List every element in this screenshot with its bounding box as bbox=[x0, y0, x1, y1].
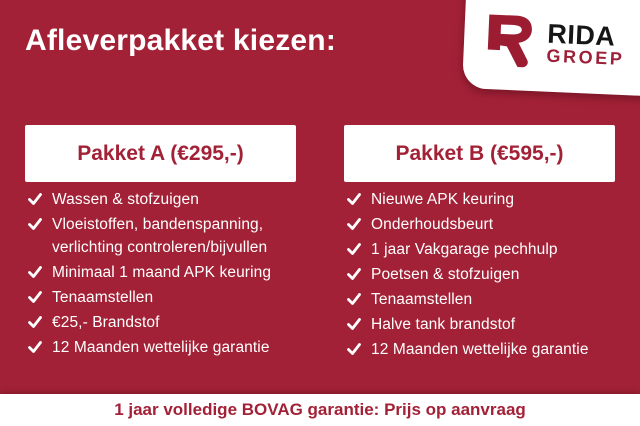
check-icon bbox=[28, 290, 42, 304]
item-label: Nieuwe APK keuring bbox=[371, 191, 515, 208]
list-item bbox=[28, 261, 300, 284]
check-icon bbox=[28, 265, 42, 279]
check-icon bbox=[347, 342, 361, 356]
list-item bbox=[347, 263, 619, 286]
package-b-title: Pakket B (€595,-) bbox=[395, 141, 564, 165]
package-b-title-box bbox=[344, 125, 615, 182]
item-label: Onderhoudsbeurt bbox=[371, 216, 494, 233]
logo-sub: GROEP bbox=[546, 45, 625, 69]
list-item bbox=[28, 336, 300, 359]
item-label: 12 Maanden wettelijke garantie bbox=[371, 341, 589, 358]
page-title: Afleverpakket kiezen: bbox=[25, 24, 337, 57]
check-icon bbox=[28, 315, 42, 329]
item-label: Vloeistoffen, bandenspanning, verlichting controleren/bijvullen bbox=[52, 216, 268, 256]
list-item bbox=[28, 311, 300, 334]
list-item bbox=[347, 313, 619, 336]
list-item bbox=[28, 286, 300, 309]
package-column-b bbox=[344, 125, 619, 363]
logo-panel bbox=[462, 0, 640, 98]
list-item bbox=[347, 288, 619, 311]
item-label: €25,- Brandstof bbox=[52, 314, 160, 331]
check-icon bbox=[347, 217, 361, 231]
check-icon bbox=[347, 267, 361, 281]
check-icon bbox=[28, 340, 42, 354]
package-a-title-box bbox=[25, 125, 296, 182]
logo-text bbox=[546, 20, 626, 68]
item-label: 1 jaar Vakgarage pechhulp bbox=[371, 241, 558, 258]
package-a-item-list bbox=[25, 188, 300, 359]
list-item bbox=[347, 238, 619, 261]
check-icon bbox=[28, 217, 42, 231]
item-label: Tenaamstellen bbox=[371, 291, 473, 308]
item-label: Poetsen & stofzuigen bbox=[371, 266, 520, 283]
list-item bbox=[347, 188, 619, 211]
check-icon bbox=[347, 242, 361, 256]
item-label: Halve tank brandstof bbox=[371, 316, 516, 333]
package-b-item-list bbox=[344, 188, 619, 361]
logo-brand: RIDA bbox=[546, 18, 617, 52]
list-item bbox=[28, 213, 300, 259]
footer-bar bbox=[0, 394, 640, 426]
list-item bbox=[347, 338, 619, 361]
item-label: Tenaamstellen bbox=[52, 289, 154, 306]
check-icon bbox=[347, 317, 361, 331]
footer-text: 1 jaar volledige BOVAG garantie: Prijs op aanvraag bbox=[114, 400, 526, 419]
logo bbox=[479, 9, 627, 77]
check-icon bbox=[347, 192, 361, 206]
package-column-a bbox=[25, 125, 300, 361]
list-item bbox=[28, 188, 300, 211]
item-label: Wassen & stofzuigen bbox=[52, 191, 199, 208]
check-icon bbox=[28, 192, 42, 206]
item-label: Minimaal 1 maand APK keuring bbox=[52, 264, 272, 281]
rida-r-icon bbox=[479, 9, 536, 73]
item-label: 12 Maanden wettelijke garantie bbox=[52, 339, 270, 356]
package-a-title: Pakket A (€295,-) bbox=[77, 141, 244, 165]
list-item bbox=[347, 213, 619, 236]
check-icon bbox=[347, 292, 361, 306]
